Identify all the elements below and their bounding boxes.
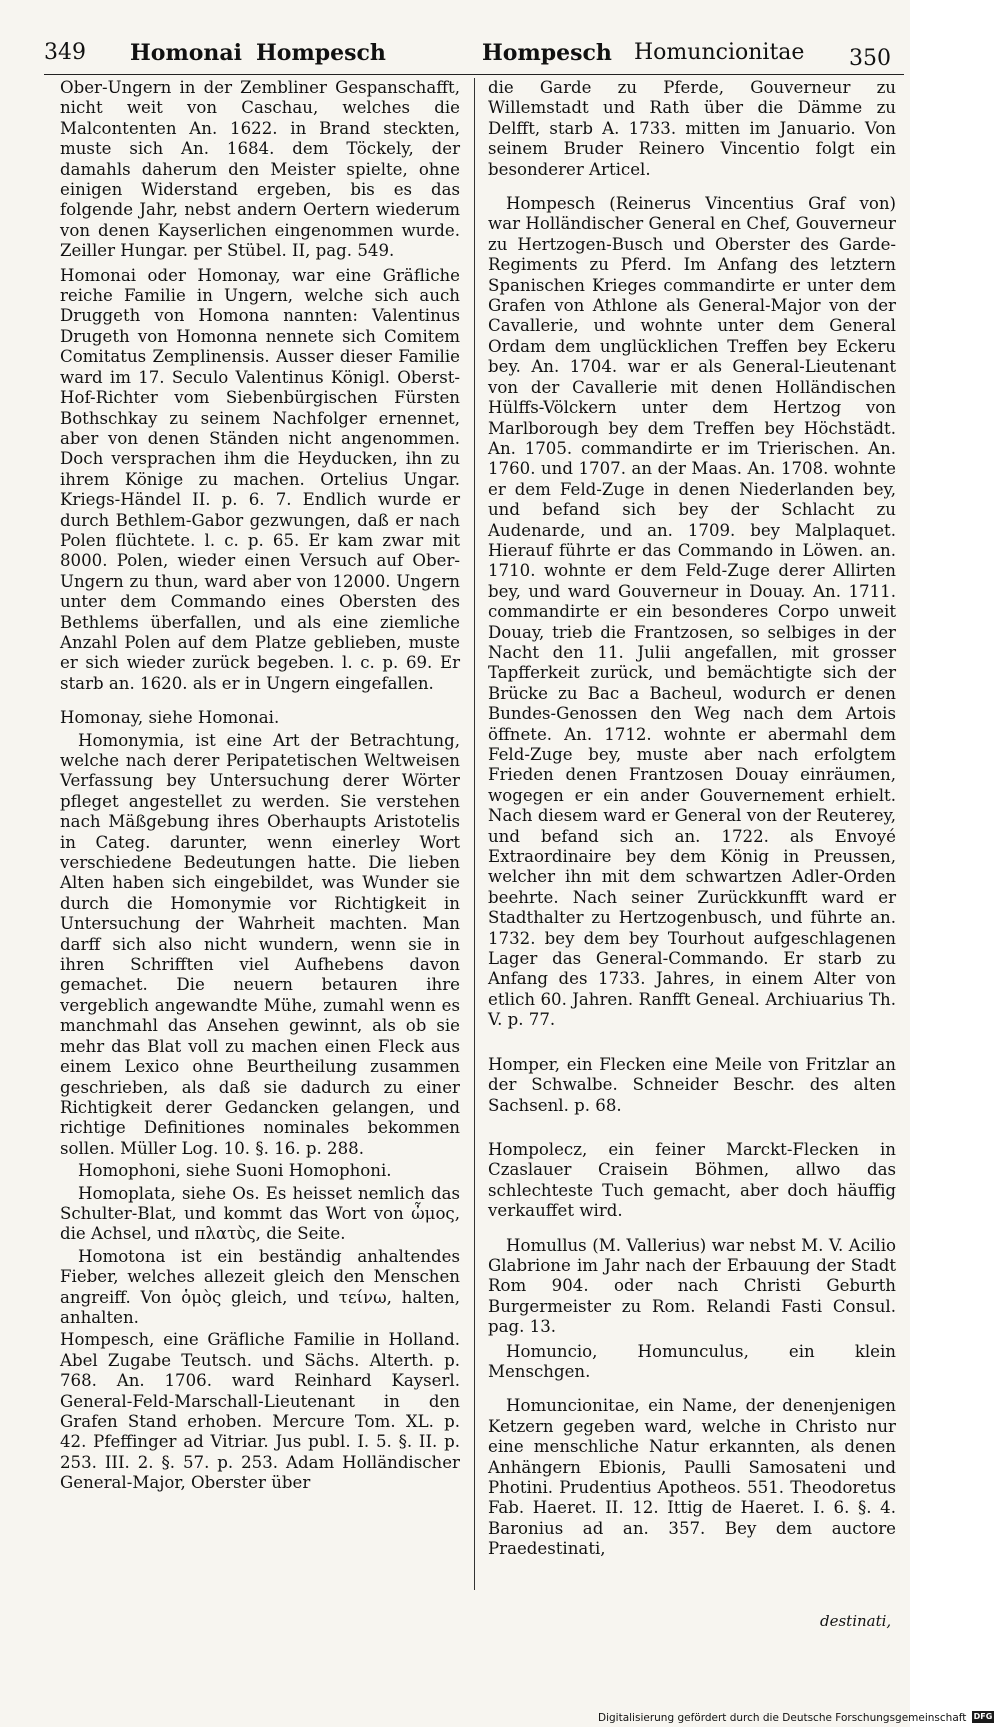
column-divider	[474, 78, 475, 1590]
entry-homonymia: Homonymia, ist eine Art der Betrachtung, welche nach derer Peripatetischen Weltweisen Verfassung bey Untersuchung derer Wörter pfleget angestellet zu werden. Sie verstehen nach Mäßgebung ihres Oberhaupts Aristotelis in Categ. darunter, wenn einerley Wort verschiedene Bedeutungen hatte. Die lieben Alten haben sich eingebildet, was Wunder sie durch die Homonymie vor Richtigkeit in Untersuchung der Wahrheit machten. Man darff sich also nicht wundern, wenn sie in ihren Schrifften viel Aufhebens davon gemachet. Die neuern betauren ihre vergeblich angewandte Mühe, zumahl wenn es manchmahl das Ansehen gewinnt, als ob sie mehr das Blat voll zu machen einen Fleck aus einem Lexico ohne Beurtheilung zusammen geschrieben, als daß sie dadurch zu einer Richtigkeit derer Gedancken gelangen, und richtige Definitiones nominales bekommen sollen. Müller Log. 10. §. 16. p. 288.	[60, 730, 460, 1158]
entry-homuncionitae: Homuncionitae, ein Name, der denenjenigen Ketzern gegeben ward, welche in Christo nur eine menschliche Natur erkannten, als denen Anhängern Ebionis, Paulli Samosateni und Photini. Prudentius Apotheos. 551. Theodoretus Fab. Haeret. II. 12. Ittig de Haeret. I. 6. §. 4. Baronius ad an. 357. Bey dem auctore Praedestinati,	[488, 1396, 896, 1559]
entry-homophoni: Homophoni, siehe Suoni Homophoni.	[78, 1161, 392, 1181]
left-column	[60, 78, 460, 1496]
dfg-logo: DFG	[973, 1712, 993, 1721]
entry-homoplata: Homoplata, siehe Os. Es heisset nemlich das Schulter-Blat, und kommt das Wort von ὦμος, die Achsel, und πλατὺς, die Seite.	[60, 1183, 460, 1244]
entry-text: Ober-Ungern in der Zembliner Gespanschafft, nicht weit von Caschau, welches die Malcontenten An. 1622. in Brand steckten, muste sich An. 1684. dem Töckely, der damahls daherum den Meister spielte, ohne einigen Widerstand ergeben, bis es das folgende Jahr, nebst andern Oertern wiederum von denen Kayserlichen eingenommen wurde. Zeiller Hungar. per Stübel. II, pag. 549.	[60, 78, 460, 261]
entry-hompolecz: Hompolecz, ein feiner Marckt-Flecken in Czaslauer Craisein Böhmen, allwo das schlechteste Tuch gemacht, aber doch häuffig verkauffet wird.	[488, 1139, 896, 1221]
entry-continuation: die Garde zu Pferde, Gouverneur zu Willemstadt und Rath über die Dämme zu Delfft, starb A. 1733. mitten im Januario. Von seinem Bruder Reinero Vincentio folgt ein besonderer Articel.	[488, 78, 896, 179]
entry-homotona: Homotona ist ein beständig anhaltendes Fieber, welches allezeit gleich den Menschen angreiff. Von ὁμὸς gleich, und τείνω, halten, anhalten.	[60, 1246, 460, 1327]
catchword: destinati,	[820, 1612, 892, 1630]
entry-homper: Homper, ein Flecken eine Meile von Fritzlar an der Schwalbe. Schneider Beschr. des alten Sachsenl. p. 68.	[488, 1054, 896, 1115]
entry-homonai: Homonai oder Homonay, war eine Gräfliche reiche Familie in Ungern, welche sich auch Druggeth von Homona nannten: Valentinus Drugeth von Homonna nennete sich Comitem Comitatus Zemplinensis. Ausser dieser Familie ward im 17. Seculo Valentinus Königl. Oberst-Hof-Richter vom Siebenbürgischen Fürsten Bothschkay zu seinem Nachfolger ernennet, aber von denen Ständen nicht angenommen. Doch versprachen ihm die Heyducken, ihn zu ihrem Könige zu machen. Ortelius Ungar. Kriegs-Händel II. p. 6. 7. Endlich wurde er durch Bethlem-Gabor gezwungen, daß er nach Polen flüchtete. l. c. p. 65. Er kam zwar mit 8000. Polen, wieder einen Versuch auf Ober-Ungern zu thun, ward aber von 12000. Ungern unter dem Commando eines Obersten des Bethlems überfallen, und als eine ziemliche Anzahl Polen auf dem Platze geblieben, muste er sich wieder zurück begeben. l. c. p. 69. Er starb an. 1620. als er in Ungern eingefallen.	[60, 265, 460, 693]
entry-hompesch-reinerus: Hompesch (Reinerus Vincentius Graf von) war Holländischer General en Chef, Gouverneur zu Hertzogen-Busch und Oberster des Garde-Regiments zu Pferd. Im Anfang des letztern Spanischen Krieges commandirte er unter dem Grafen von Athlone als General-Major von der Cavallerie, und wohnte unter dem General Ordam dem unglücklichen Treffen bey Eckeru bey. An. 1704. war er als General-Lieutenant von der Cavallerie mit denen Holländischen Hülffs-Völckern unter dem Hertzog von Marlborough bey dem Treffen bey Höchstädt. An. 1705. commandirte er im Trierischen. An. 1760. und 1707. an der Maas. An. 1708. wohnte er dem Feld-Zuge in denen Niederlanden bey, und befand sich bey der Schlacht zu Audenarde, und an. 1709. bey Malplaquet. Hierauf führte er das Commando in Löwen. an. 1710. wohnte er dem Feld-Zuge derer Allirten bey, und ward Gouverneur in Douay. An. 1711. commandirte er ein besonderes Corpo unweit Douay, trieb die Frantzosen, so selbiges in der Nacht den 11. Julii angefallen, mit grosser Tapfferkeit zurück, und bemächtigte sich der Brücke zu Bac a Bacheul, wodurch er denen Bundes-Genossen den Weg nach dem Artois öffnete. An. 1712. wohnte er abermahl dem Feld-Zuge bey, muste aber nach erfolgtem Frieden denen Frantzosen Douay einräumen, wogegen er ein ander Gouvernement erhielt. Nach diesem ward er General von der Reuterey, und befand sich an. 1722. als Envoyé Extraordinaire bey dem König in Preussen, welcher ihn mit dem schwartzen Adler-Orden beehrte. Nach seiner Zurückkunfft ward er Stadthalter zu Hertzogenbusch, und führte an. 1732. bey dem bey Tourhout aufgeschlagenen Lager das General-Commando. Er starb zu Anfang des 1733. Jahres, in einem Alter von etlich 60. Jahren. Ranfft Geneal. Archiuarius Th. V. p. 77.	[488, 194, 896, 1030]
entry-homuncio: Homuncio, Homunculus, ein klein Menschgen.	[488, 1341, 896, 1381]
digitization-credit: Digitalisierung gefördert durch die Deutsche Forschungsgemeinschaft	[598, 1712, 967, 1724]
entry-homullus: Homullus (M. Vallerius) war nebst M. V. Acilio Glabrione im Jahr nach der Erbauung der Stadt Rom 904. oder nach Christi Geburth Burgermeister zu Rom. Relandi Fasti Consul. pag. 13.	[488, 1235, 896, 1337]
right-column	[488, 78, 896, 1562]
page-number-left: 349	[44, 40, 86, 65]
entry-homonay: Homonay, siehe Homonai.	[60, 708, 280, 728]
header-keyword-right-2: Homuncionitae	[634, 40, 805, 65]
page-number-right: 350	[849, 46, 891, 71]
header-keyword-right-1: Hompesch	[482, 40, 612, 66]
running-header	[44, 34, 904, 75]
header-keyword-left-1: Homonai	[130, 40, 243, 66]
entry-hompesch-family: Hompesch, eine Gräfliche Familie in Holland. Abel Zugabe Teutsch. und Sächs. Alterth. p. 768. An. 1706. ward Reinhard Kayserl. General-Feld-Marschall-Lieutenant in den Grafen Stand erhoben. Mercure Tom. XL. p. 42. Pfeffinger ad Vitriar. Jus publ. I. 5. §. II. p. 253. III. 2. §. 57. p. 253. Adam Holländischer General-Major, Oberster über	[60, 1330, 460, 1493]
header-keyword-left-2: Hompesch	[256, 40, 386, 66]
